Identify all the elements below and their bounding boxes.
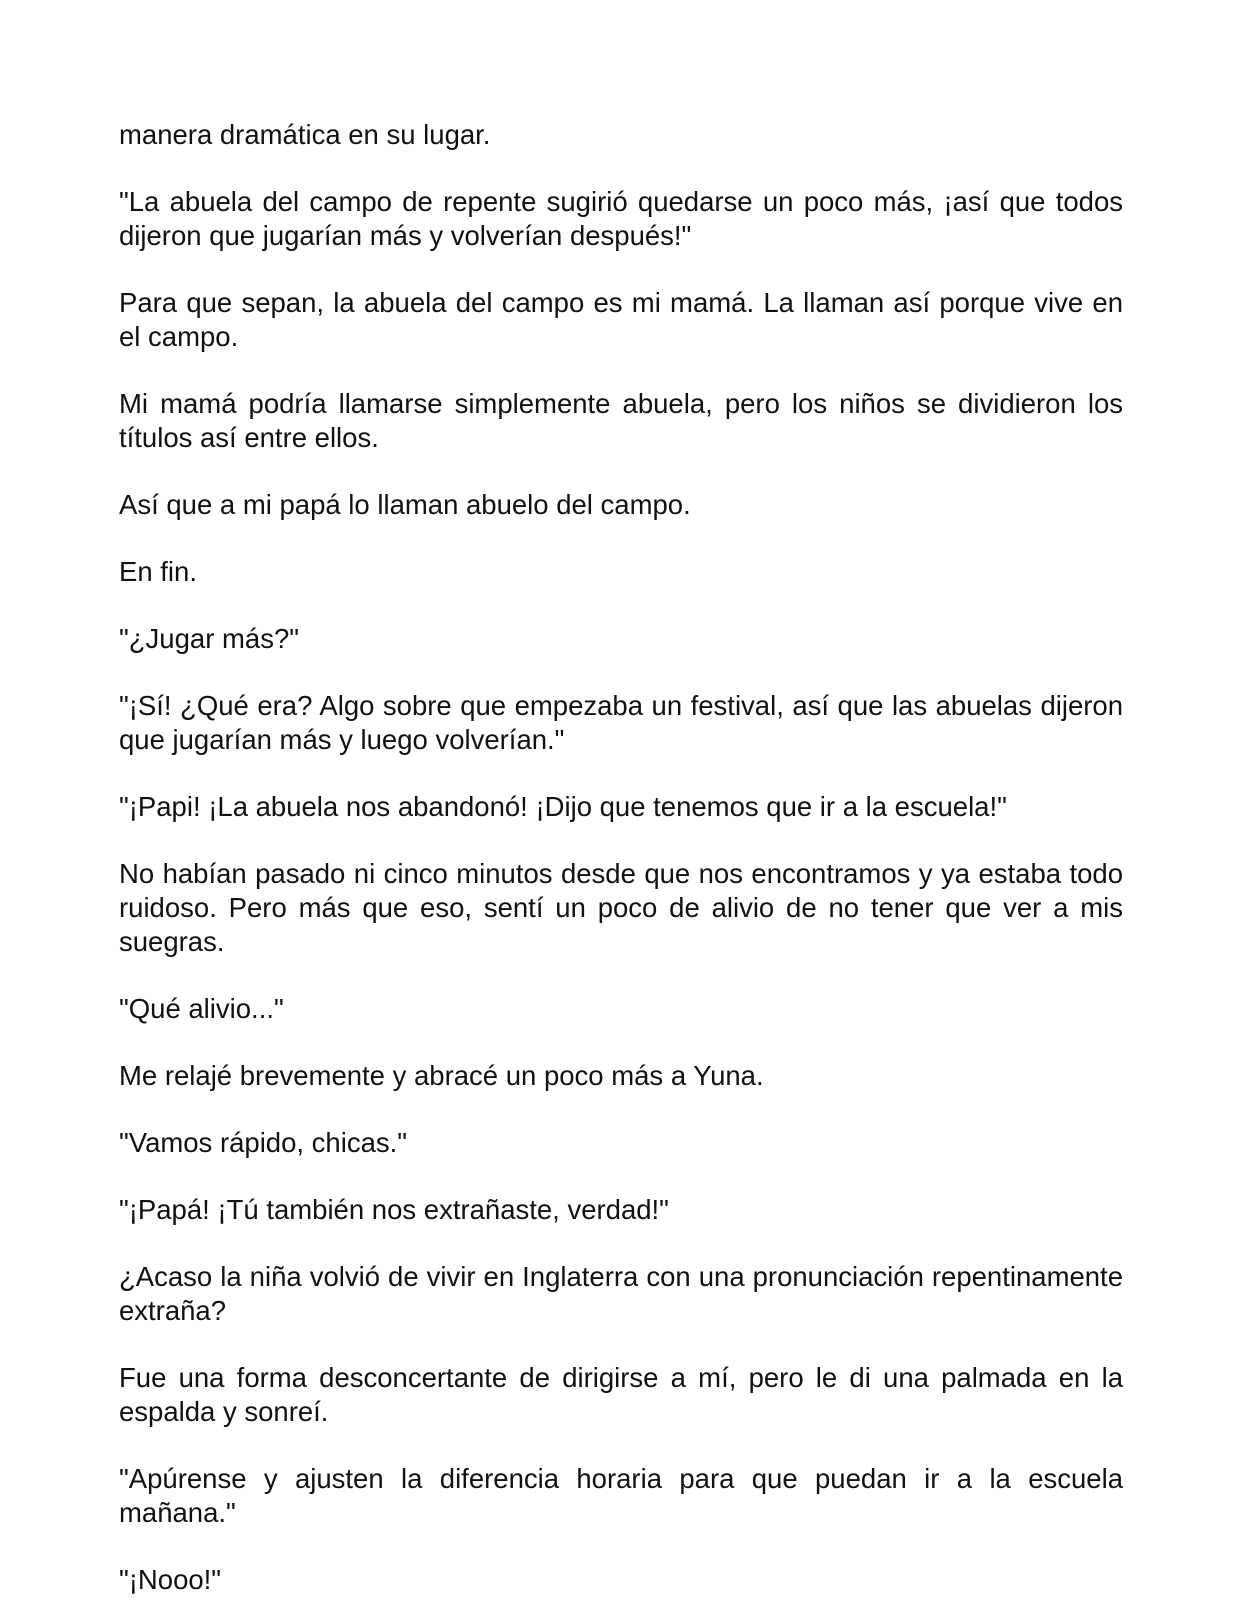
paragraph: "¡Nooo!" bbox=[119, 1564, 222, 1595]
paragraph: "La abuela del campo de repente sugirió quedarse un poco más, ¡así que todos dijeron que jugarían más y volverían después!" bbox=[119, 186, 1123, 251]
paragraph: "Apúrense y ajusten la diferencia horaria para que puedan ir a la escuela mañana." bbox=[119, 1463, 1123, 1528]
paragraph: manera dramática en su lugar. bbox=[119, 119, 491, 150]
paragraph: "¡Papá! ¡Tú también nos extrañaste, verdad!" bbox=[119, 1194, 669, 1225]
paragraph: Para que sepan, la abuela del campo es mi mamá. La llaman así porque vive en el campo. bbox=[119, 287, 1123, 352]
paragraph: No habían pasado ni cinco minutos desde que nos encontramos y ya estaba todo ruidoso. Pero más que eso, sentí un poco de alivio de no tener que ver a mis suegras. bbox=[119, 858, 1123, 957]
paragraph: Así que a mi papá lo llaman abuelo del campo. bbox=[119, 489, 691, 520]
paragraph: "Qué alivio..." bbox=[119, 993, 284, 1024]
paragraph: "¡Papi! ¡La abuela nos abandonó! ¡Dijo que tenemos que ir a la escuela!" bbox=[119, 791, 1007, 822]
paragraph: "¡Sí! ¿Qué era? Algo sobre que empezaba un festival, así que las abuelas dijeron que jugarían más y luego volverían." bbox=[119, 690, 1123, 755]
paragraph: Me relajé brevemente y abracé un poco más a Yuna. bbox=[119, 1060, 764, 1091]
paragraph: ¿Acaso la niña volvió de vivir en Inglaterra con una pronunciación repentinamente extraña? bbox=[119, 1261, 1123, 1326]
paragraph: Mi mamá podría llamarse simplemente abuela, pero los niños se dividieron los títulos así entre ellos. bbox=[119, 388, 1123, 453]
paragraph: "Vamos rápido, chicas." bbox=[119, 1127, 408, 1158]
paragraph: En fin. bbox=[119, 556, 197, 587]
paragraph: Fue una forma desconcertante de dirigirse a mí, pero le di una palmada en la espalda y sonreí. bbox=[119, 1362, 1123, 1427]
paragraph: "¿Jugar más?" bbox=[119, 623, 299, 654]
document-page bbox=[119, 118, 1123, 1597]
